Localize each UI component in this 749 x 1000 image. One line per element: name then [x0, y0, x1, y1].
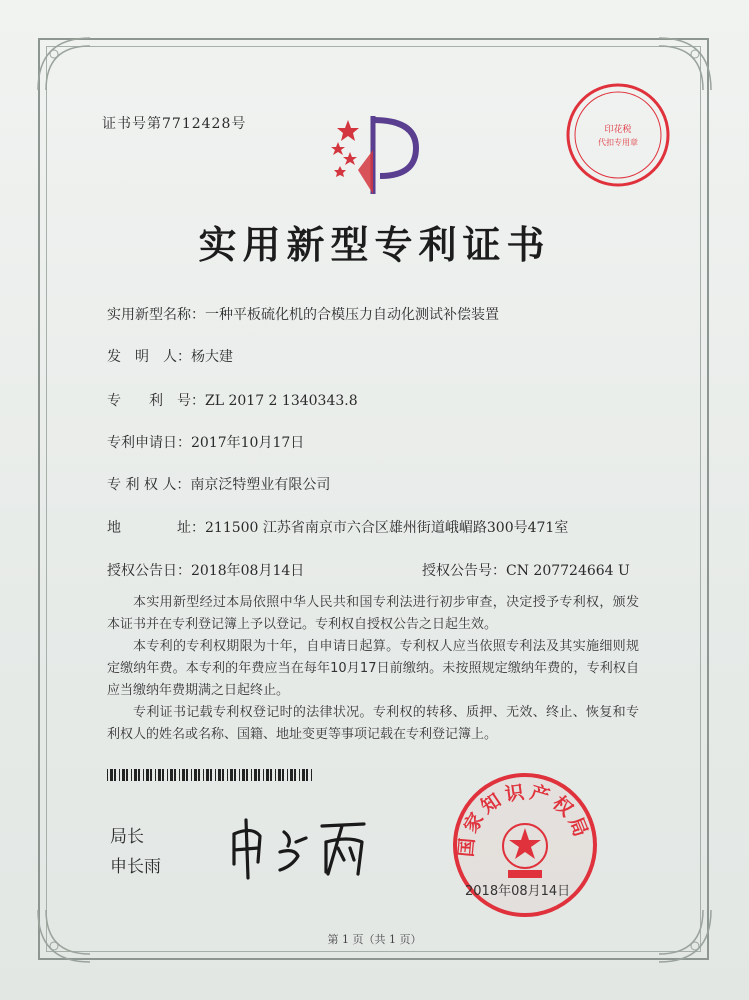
field-value: 211500 江苏省南京市六合区雄州街道峨嵋路300号471室: [205, 520, 569, 536]
barcode-bar: [227, 769, 228, 781]
field-value: 一种平板硫化机的合模压力自动化测试补偿装置: [205, 307, 499, 323]
field-patent-number: [107, 390, 358, 410]
barcode-bar: [299, 769, 300, 781]
field-label: 专 利 号：: [107, 393, 205, 409]
barcode-bar: [131, 769, 132, 781]
barcode-bar: [306, 769, 308, 781]
barcode-bar: [138, 769, 140, 781]
barcode-bar: [126, 769, 128, 781]
barcode-bar: [222, 769, 224, 781]
barcode-bar: [302, 769, 305, 781]
barcode-bar: [215, 769, 216, 781]
field-value: ZL 2017 2 1340343.8: [205, 393, 358, 409]
field-value: CN 207724664 U: [506, 563, 630, 579]
barcode-bar: [150, 769, 152, 781]
body-paragraph-2: 本专利的专利权期限为十年，自申请日起算。专利权人应当依照专利法及其实施细则规定缴纳年费。本专利的年费应当在每年10月17日前缴纳。未按照规定缴纳年费的，专利权自应当缴纳年费期满之日起终止。: [107, 639, 639, 698]
barcode-bar: [242, 769, 245, 781]
barcode-bar: [155, 769, 156, 781]
barcode-bar: [191, 769, 192, 781]
svg-text:国家知识产权局: 国家知识产权局: [455, 780, 594, 858]
certificate-title: 实用新型专利证书: [198, 222, 551, 267]
field-label: 授权公告日：: [107, 563, 191, 579]
barcode-bar: [230, 769, 233, 781]
field-grant-number: [422, 560, 630, 580]
barcode-bar: [114, 769, 116, 781]
body-paragraph-1: 本实用新型经过本局依照中华人民共和国专利法进行初步审查，决定授予专利权，颁发本证书并在专利登记簿上予以登记。专利权自授权公告之日起生效。: [107, 595, 639, 632]
barcode: [107, 769, 312, 781]
barcode-bar: [263, 769, 264, 781]
barcode-bar: [287, 769, 288, 781]
barcode-bar: [278, 769, 281, 781]
field-label: 授权公告号：: [422, 563, 506, 579]
barcode-bar: [186, 769, 188, 781]
barcode-bar: [179, 769, 180, 781]
handwritten-signature: [222, 812, 372, 882]
barcode-bar: [254, 769, 257, 781]
field-grant-date: [107, 560, 304, 580]
barcode-bar: [182, 769, 185, 781]
page-footer: 第 1 页（共 1 页）: [327, 933, 422, 946]
field-label: 实用新型名称：: [107, 307, 205, 323]
barcode-bar: [119, 769, 120, 781]
field-filing-date: [107, 432, 304, 452]
barcode-bar: [270, 769, 272, 781]
seal-date: 2018年08月14日: [465, 884, 571, 899]
barcode-bar: [311, 769, 312, 781]
body-paragraph-3: 专利证书记载专利权登记时的法律状况。专利权的转移、质押、无效、终止、恢复和专利权人的姓名或名称、国籍、地址变更等事项记载在专利登记簿上。: [107, 705, 639, 742]
patent-office-logo: [318, 110, 428, 200]
barcode-bar: [158, 769, 161, 781]
barcode-bar: [275, 769, 276, 781]
barcode-bar: [203, 769, 204, 781]
field-label: 发 明 人：: [107, 349, 191, 365]
barcode-bar: [239, 769, 240, 781]
barcode-bar: [194, 769, 197, 781]
barcode-bar: [174, 769, 176, 781]
barcode-bar: [266, 769, 269, 781]
field-address: [107, 517, 568, 537]
signature-name: 申长雨: [110, 857, 161, 877]
field-value: 南京泛特塑业有限公司: [190, 477, 331, 493]
field-inventor: [107, 346, 233, 366]
field-value: 2018年08月14日: [191, 563, 305, 579]
certificate-number: 证书号第7712428号: [102, 116, 247, 132]
barcode-bar: [282, 769, 284, 781]
field-label: 专 利 权 人：: [107, 477, 191, 493]
barcode-bar: [143, 769, 144, 781]
svg-text:印花税: 印花税: [604, 125, 632, 135]
field-label: 专利申请日：: [107, 435, 191, 451]
barcode-bar: [218, 769, 221, 781]
barcode-bar: [251, 769, 252, 781]
barcode-bar: [134, 769, 137, 781]
field-utility-model-name: [107, 304, 499, 324]
barcode-bar: [122, 769, 125, 781]
barcode-bar: [167, 769, 168, 781]
barcode-bar: [234, 769, 236, 781]
barcode-bar: [146, 769, 149, 781]
tax-seal: [565, 82, 671, 188]
signature-role: 局长: [110, 827, 144, 847]
barcode-bar: [210, 769, 212, 781]
barcode-bar: [162, 769, 164, 781]
field-value: 杨大建: [191, 349, 233, 365]
barcode-bar: [170, 769, 173, 781]
svg-text:代扣专用章: 代扣专用章: [598, 138, 638, 147]
field-label: 地 址：: [107, 520, 205, 536]
barcode-bar: [246, 769, 248, 781]
barcode-bar: [290, 769, 293, 781]
barcode-bar: [206, 769, 209, 781]
corner-ornament-top-left: [34, 34, 94, 94]
barcode-bar: [107, 769, 108, 781]
barcode-bar: [198, 769, 200, 781]
field-patentee: [107, 474, 330, 494]
barcode-bar: [110, 769, 113, 781]
field-value: 2017年10月17日: [191, 435, 305, 451]
barcode-bar: [258, 769, 260, 781]
barcode-bar: [294, 769, 296, 781]
